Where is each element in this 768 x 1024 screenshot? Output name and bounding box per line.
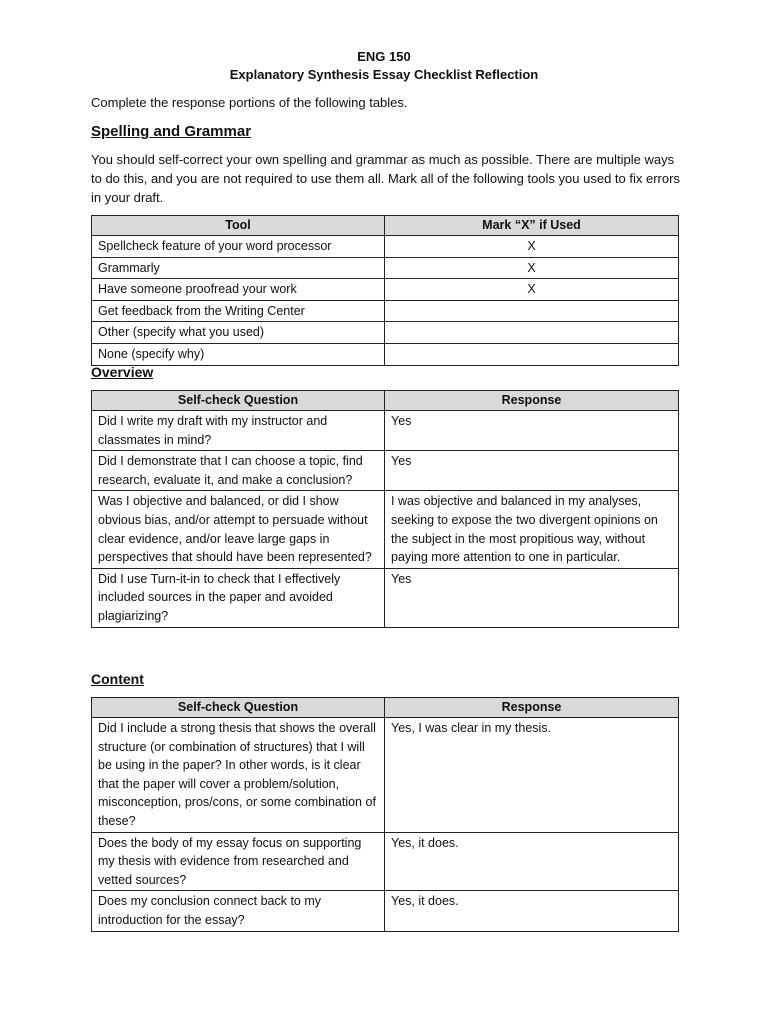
column-header-question: Self-check Question <box>92 698 385 718</box>
table-row <box>92 300 679 322</box>
question-cell: Does my conclusion connect back to my introduction for the essay? <box>92 891 385 931</box>
tool-mark: X <box>385 257 679 279</box>
tool-name: Grammarly <box>92 257 385 279</box>
tool-name: None (specify why) <box>92 343 385 365</box>
table-row <box>92 451 679 491</box>
response-cell: Yes <box>385 451 679 491</box>
question-cell: Did I use Turn-it-in to check that I effectively included sources in the paper and avoided plagiarizing? <box>92 568 385 627</box>
response-cell: Yes <box>385 568 679 627</box>
table-row <box>92 491 679 568</box>
tool-mark <box>385 322 679 344</box>
tool-mark <box>385 343 679 365</box>
table-row <box>92 322 679 344</box>
table-row <box>92 343 679 365</box>
tool-mark <box>385 300 679 322</box>
column-header-mark: Mark “X” if Used <box>385 216 679 236</box>
table-row <box>92 411 679 451</box>
tool-name: Spellcheck feature of your word processor <box>92 236 385 258</box>
column-header-question: Self-check Question <box>92 391 385 411</box>
table-header-row <box>92 698 679 718</box>
tools-table <box>91 215 679 366</box>
tool-mark: X <box>385 279 679 301</box>
response-cell: Yes <box>385 411 679 451</box>
response-cell: Yes, I was clear in my thesis. <box>385 718 679 833</box>
column-header-response: Response <box>385 698 679 718</box>
table-row <box>92 832 679 891</box>
column-header-response: Response <box>385 391 679 411</box>
content-heading: Content <box>91 671 144 687</box>
response-cell: I was objective and balanced in my analyses, seeking to expose the two divergent opinions on the subject in the most propitious way, without paying more attention to one in particular. <box>385 491 679 568</box>
spelling-grammar-paragraph: You should self-correct your own spelling and grammar as much as possible. There are multiple ways to do this, and you are not required to use them all. Mark all of the following tools you used to fix errors in your draft. <box>91 152 680 205</box>
tool-name: Have someone proofread your work <box>92 279 385 301</box>
question-cell: Did I include a strong thesis that shows the overall structure (or combination of structures) that I will be using in the paper? In other words, is it clear that the paper will cover a problem/solution, misconception, pros/cons, or some combination of these? <box>92 718 385 833</box>
instructions-text: Complete the response portions of the following tables. <box>91 95 408 110</box>
response-cell: Yes, it does. <box>385 832 679 891</box>
table-row <box>92 718 679 833</box>
table-header-row <box>92 391 679 411</box>
tool-mark: X <box>385 236 679 258</box>
question-cell: Does the body of my essay focus on supporting my thesis with evidence from researched and vetted sources? <box>92 832 385 891</box>
document-title: Explanatory Synthesis Essay Checklist Reflection <box>229 67 539 82</box>
question-cell: Was I objective and balanced, or did I show obvious bias, and/or attempt to persuade without clear evidence, and/or leave large gaps in perspectives that should have been represented? <box>92 491 385 568</box>
spelling-grammar-heading: Spelling and Grammar <box>91 123 252 140</box>
column-header-tool: Tool <box>92 216 385 236</box>
content-table <box>91 697 679 932</box>
table-header-row <box>92 216 679 236</box>
overview-table <box>91 390 679 628</box>
response-cell: Yes, it does. <box>385 891 679 931</box>
question-cell: Did I write my draft with my instructor and classmates in mind? <box>92 411 385 451</box>
question-cell: Did I demonstrate that I can choose a topic, find research, evaluate it, and make a conclusion? <box>92 451 385 491</box>
tool-name: Get feedback from the Writing Center <box>92 300 385 322</box>
table-row <box>92 257 679 279</box>
table-row <box>92 279 679 301</box>
course-code: ENG 150 <box>357 49 411 64</box>
table-row <box>92 236 679 258</box>
overview-heading: Overview <box>91 364 154 380</box>
tool-name: Other (specify what you used) <box>92 322 385 344</box>
table-row <box>92 891 679 931</box>
table-row <box>92 568 679 627</box>
